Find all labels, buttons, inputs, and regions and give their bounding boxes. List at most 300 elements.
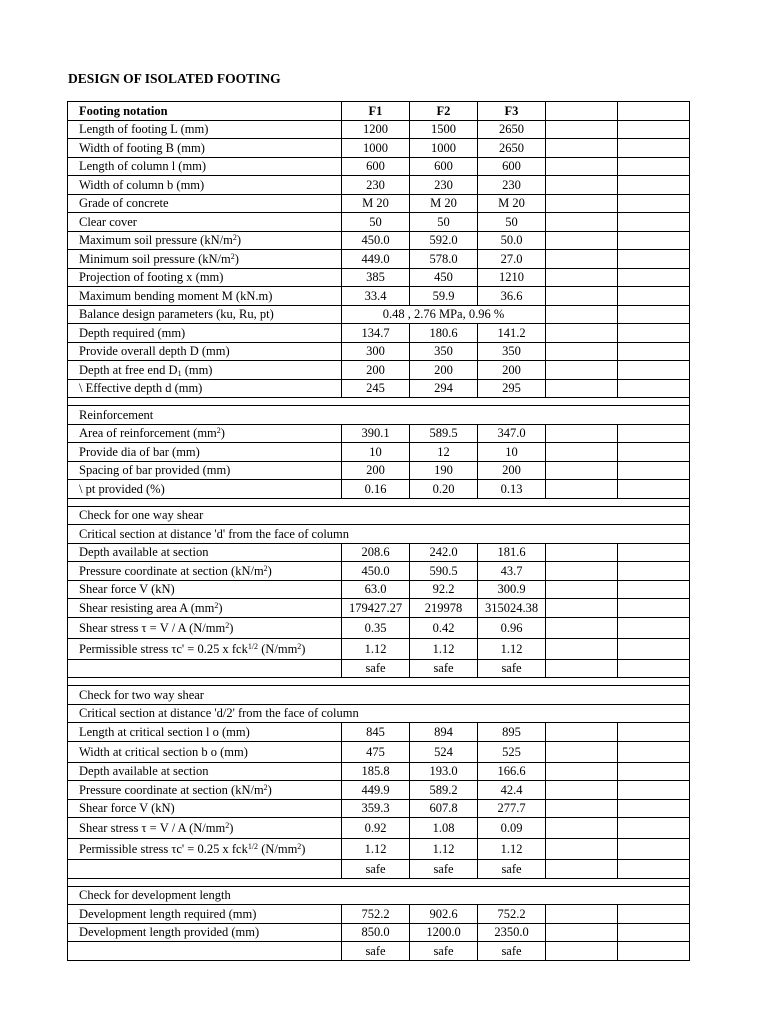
section-heading (68, 506, 690, 525)
empty-cell (618, 461, 690, 480)
value-cell: 449.0 (342, 250, 410, 269)
empty-cell (68, 860, 342, 879)
value-cell: 475 (342, 741, 410, 762)
label-text: Minimum soil pressure (kN/m (79, 251, 231, 266)
row-label (68, 194, 342, 213)
value-cell: 200 (342, 361, 410, 380)
value-cell: 295 (478, 379, 546, 398)
label-tail: ) (267, 563, 272, 578)
empty-cell (546, 250, 618, 269)
balance-row (68, 305, 690, 324)
value-cell: 0.16 (342, 480, 410, 499)
value-cell: 1.12 (478, 638, 546, 659)
value-cell: M 20 (342, 194, 410, 213)
table-row (68, 139, 690, 158)
empty-cell (546, 194, 618, 213)
label-text: Provide dia of bar (mm) (79, 444, 200, 459)
empty-cell (546, 638, 618, 659)
label-text: Length of column l (mm) (79, 159, 207, 174)
value-cell: M 20 (410, 194, 478, 213)
label-tail: (N/mm (258, 641, 298, 656)
label-superscript: 2 (297, 842, 302, 851)
empty-cell (618, 599, 690, 618)
label-text: Shear force V (kN) (79, 582, 175, 597)
empty-cell (618, 799, 690, 818)
label-superscript: 2 (297, 641, 302, 651)
label-text: Grade of concrete (79, 196, 169, 211)
table-row (68, 839, 690, 860)
row-label (68, 799, 342, 818)
label-tail: (mm) (181, 362, 213, 377)
value-cell: 1000 (410, 139, 478, 158)
label-text: Development length provided (mm) (79, 925, 260, 940)
value-cell: 1.12 (478, 839, 546, 860)
empty-cell (546, 424, 618, 443)
empty-cell (546, 799, 618, 818)
empty-cell (618, 424, 690, 443)
table-row (68, 599, 690, 618)
value-cell: 2650 (478, 139, 546, 158)
page-title: DESIGN OF ISOLATED FOOTING (68, 71, 281, 86)
label-tail: ) (218, 600, 223, 615)
empty-cell (618, 120, 690, 139)
empty-cell (546, 580, 618, 599)
label-text: Provide overall depth D (mm) (79, 344, 230, 359)
empty-cell (546, 379, 618, 398)
empty-cell (546, 443, 618, 462)
section-text: Check for two way shear (68, 686, 690, 705)
value-cell: 10 (342, 443, 410, 462)
label-text: Depth at free end D (79, 362, 178, 377)
label-superscript: 2 (214, 600, 219, 610)
row-label (68, 543, 342, 562)
row-label (68, 231, 342, 250)
section-heading (68, 686, 690, 705)
value-cell: 36.6 (478, 287, 546, 306)
result-cell: safe (410, 942, 478, 961)
empty-cell (618, 942, 690, 961)
value-cell: 347.0 (478, 424, 546, 443)
table-row (68, 424, 690, 443)
table-row (68, 741, 690, 762)
empty-cell (546, 324, 618, 343)
table-row (68, 461, 690, 480)
label-text: Projection of footing x (mm) (79, 270, 224, 285)
value-cell: 300 (342, 342, 410, 361)
label-text: Pressure coordinate at section (kN/m (79, 782, 264, 797)
result-cell: safe (410, 659, 478, 678)
row-label (68, 342, 342, 361)
empty-cell (618, 443, 690, 462)
value-cell: 1.12 (342, 839, 410, 860)
value-cell: 359.3 (342, 799, 410, 818)
value-cell: 200 (410, 361, 478, 380)
table-row (68, 361, 690, 380)
row-label (68, 923, 342, 942)
value-cell: 524 (410, 741, 478, 762)
result-cell: safe (342, 942, 410, 961)
table-row (68, 213, 690, 232)
empty-cell (546, 599, 618, 618)
empty-cell (546, 176, 618, 195)
value-cell: 1.08 (410, 818, 478, 839)
value-cell: 134.7 (342, 324, 410, 343)
label-text: Depth available at section (79, 764, 209, 779)
value-cell: 590.5 (410, 562, 478, 581)
empty-cell (546, 659, 618, 678)
table-row (68, 250, 690, 269)
table-row (68, 799, 690, 818)
label-text: Development length required (mm) (79, 906, 257, 921)
row-label: Balance design parameters (ku, Ru, pt) (68, 305, 342, 324)
result-cell: safe (478, 860, 546, 879)
table-row (68, 324, 690, 343)
table-row (68, 923, 690, 942)
empty-cell (618, 287, 690, 306)
label-text: Length of footing L (mm) (79, 122, 209, 137)
empty-cell (618, 543, 690, 562)
critical-section-note (68, 525, 690, 544)
section-text: Critical section at distance 'd' from the face of column (68, 525, 690, 544)
label-superscript: 2 (263, 782, 268, 792)
empty-cell (618, 176, 690, 195)
label-superscript: 1/2 (247, 842, 259, 851)
value-cell: 450.0 (342, 231, 410, 250)
row-label (68, 268, 342, 287)
value-cell: 50 (478, 213, 546, 232)
empty-cell (618, 324, 690, 343)
empty-cell (546, 781, 618, 800)
empty-cell (546, 617, 618, 638)
table-row (68, 176, 690, 195)
label-text: Permissible stress τc' = 0.25 x fck (79, 641, 248, 656)
value-cell: 0.20 (410, 480, 478, 499)
value-cell: 27.0 (478, 250, 546, 269)
value-cell: 350 (410, 342, 478, 361)
table-row (68, 157, 690, 176)
spacer-cell (68, 498, 690, 506)
empty-cell (618, 562, 690, 581)
row-label (68, 723, 342, 742)
label-text: Maximum bending moment M (kN.m) (79, 288, 273, 303)
footing-design-table (67, 101, 690, 961)
label-superscript: 2 (225, 821, 230, 830)
table-row (68, 781, 690, 800)
empty-cell (618, 723, 690, 742)
row-label (68, 617, 342, 638)
empty-cell (546, 723, 618, 742)
label-superscript: 2 (225, 620, 230, 630)
empty-cell (546, 120, 618, 139)
value-cell: 1200.0 (410, 923, 478, 942)
label-text: Depth available at section (79, 545, 209, 560)
empty-cell (546, 762, 618, 781)
empty-cell (618, 781, 690, 800)
label-text: Shear stress τ = V / A (N/mm (79, 620, 226, 635)
row-label (68, 781, 342, 800)
value-cell: 600 (478, 157, 546, 176)
value-cell: 277.7 (478, 799, 546, 818)
value-cell: 179427.27 (342, 599, 410, 618)
table-row (68, 617, 690, 638)
value-cell: 895 (478, 723, 546, 742)
value-cell: 902.6 (410, 905, 478, 924)
result-cell: safe (342, 860, 410, 879)
label-tail: ) (234, 251, 239, 266)
section-text: Check for development length (68, 886, 690, 905)
row-label (68, 157, 342, 176)
value-cell: 450 (410, 268, 478, 287)
row-label (68, 905, 342, 924)
value-cell: 390.1 (342, 424, 410, 443)
empty-cell (618, 860, 690, 879)
label-text: Length at critical section l o (mm) (79, 724, 250, 739)
value-cell: 350 (478, 342, 546, 361)
value-cell: 50 (410, 213, 478, 232)
value-cell: 50 (342, 213, 410, 232)
value-cell: 845 (342, 723, 410, 742)
label-text: Shear stress τ = V / A (N/mm (79, 821, 226, 835)
value-cell: 200 (478, 361, 546, 380)
empty-cell (618, 231, 690, 250)
row-label (68, 580, 342, 599)
spacer-row (68, 878, 690, 886)
table-row (68, 580, 690, 599)
value-cell: 385 (342, 268, 410, 287)
value-cell: 190 (410, 461, 478, 480)
empty-cell (618, 157, 690, 176)
empty-cell (618, 361, 690, 380)
value-cell: 230 (478, 176, 546, 195)
table-row (68, 194, 690, 213)
value-cell: 193.0 (410, 762, 478, 781)
label-superscript: 2 (216, 426, 221, 436)
empty-cell (618, 741, 690, 762)
label-text: Width at critical section b o (mm) (79, 744, 248, 759)
row-label (68, 324, 342, 343)
header-col: F3 (478, 102, 546, 121)
empty-cell (546, 461, 618, 480)
row-label (68, 562, 342, 581)
critical-section-note (68, 704, 690, 723)
section-heading (68, 406, 690, 425)
value-cell: 578.0 (410, 250, 478, 269)
empty-cell (618, 762, 690, 781)
empty-cell (546, 287, 618, 306)
empty-cell (68, 942, 342, 961)
value-cell: 166.6 (478, 762, 546, 781)
value-cell: 59.9 (410, 287, 478, 306)
value-cell: 12 (410, 443, 478, 462)
label-superscript: 1/2 (247, 641, 259, 651)
empty-cell (546, 139, 618, 158)
value-cell: 1210 (478, 268, 546, 287)
table-row (68, 231, 690, 250)
empty-cell (618, 194, 690, 213)
row-label (68, 638, 342, 659)
value-cell: 525 (478, 741, 546, 762)
empty-cell (546, 923, 618, 942)
row-label (68, 599, 342, 618)
row-label (68, 176, 342, 195)
row-label (68, 120, 342, 139)
row-label (68, 379, 342, 398)
spacer-row (68, 498, 690, 506)
empty-cell (546, 342, 618, 361)
row-label (68, 839, 342, 860)
section-heading (68, 886, 690, 905)
value-cell: 1.12 (410, 839, 478, 860)
table-row (68, 638, 690, 659)
value-cell: 294 (410, 379, 478, 398)
row-label (68, 213, 342, 232)
row-label (68, 818, 342, 839)
row-label (68, 424, 342, 443)
value-cell: 200 (478, 461, 546, 480)
value-cell: 0.09 (478, 818, 546, 839)
label-tail: ) (220, 426, 225, 441)
empty-cell (618, 250, 690, 269)
empty-cell (546, 361, 618, 380)
table-body (68, 102, 690, 961)
value-cell: 1.12 (410, 638, 478, 659)
label-text: Depth required (mm) (79, 325, 186, 340)
spacer-cell (68, 878, 690, 886)
table-row (68, 480, 690, 499)
value-cell: 1.12 (342, 638, 410, 659)
label-subscript: 1 (177, 368, 182, 378)
label-superscript: 2 (263, 563, 268, 573)
section-text: Critical section at distance 'd/2' from the face of column (68, 704, 690, 723)
row-label (68, 480, 342, 499)
value-cell: 63.0 (342, 580, 410, 599)
label-tail: ) (229, 620, 234, 635)
spacer-cell (68, 678, 690, 686)
value-cell: 43.7 (478, 562, 546, 581)
label-tail: ) (301, 641, 306, 656)
empty-cell (546, 480, 618, 499)
empty-cell (618, 213, 690, 232)
row-label (68, 741, 342, 762)
value-cell: 0.92 (342, 818, 410, 839)
value-cell: 10 (478, 443, 546, 462)
value-cell: 141.2 (478, 324, 546, 343)
result-cell: safe (410, 860, 478, 879)
value-cell: 219978 (410, 599, 478, 618)
label-text: \ Effective depth d (mm) (79, 381, 203, 396)
table-row (68, 443, 690, 462)
empty-cell (68, 659, 342, 678)
empty-cell (546, 543, 618, 562)
value-cell: 33.4 (342, 287, 410, 306)
value-cell: 180.6 (410, 324, 478, 343)
row-label (68, 250, 342, 269)
value-cell: 600 (342, 157, 410, 176)
empty-cell (546, 305, 618, 324)
empty-cell (618, 268, 690, 287)
header-col (618, 102, 690, 121)
value-cell: 592.0 (410, 231, 478, 250)
empty-cell (618, 818, 690, 839)
label-text: Maximum soil pressure (kN/m (79, 233, 233, 248)
empty-cell (618, 342, 690, 361)
empty-cell (546, 231, 618, 250)
empty-cell (546, 839, 618, 860)
empty-cell (546, 818, 618, 839)
value-cell: 300.9 (478, 580, 546, 599)
row-label (68, 287, 342, 306)
empty-cell (546, 942, 618, 961)
value-cell: 92.2 (410, 580, 478, 599)
label-text: Area of reinforcement (mm (79, 426, 217, 441)
value-cell: 607.8 (410, 799, 478, 818)
table-row (68, 287, 690, 306)
table-row (68, 268, 690, 287)
value-cell: 181.6 (478, 543, 546, 562)
result-cell: safe (478, 659, 546, 678)
result-cell: safe (478, 942, 546, 961)
value-cell: 752.2 (342, 905, 410, 924)
empty-cell (618, 305, 690, 324)
empty-cell (618, 659, 690, 678)
section-text: Check for one way shear (68, 506, 690, 525)
value-cell: 2650 (478, 120, 546, 139)
value-cell: 242.0 (410, 543, 478, 562)
result-cell: safe (342, 659, 410, 678)
value-cell: 0.13 (478, 480, 546, 499)
value-cell: 315024.38 (478, 599, 546, 618)
label-text: Shear resisting area A (mm (79, 600, 215, 615)
value-cell: 752.2 (478, 905, 546, 924)
value-cell: 589.2 (410, 781, 478, 800)
result-row (68, 860, 690, 879)
table-row (68, 120, 690, 139)
result-row (68, 942, 690, 961)
value-cell: 0.42 (410, 617, 478, 638)
row-label (68, 443, 342, 462)
value-cell: 449.9 (342, 781, 410, 800)
balance-value: 0.48 , 2.76 MPa, 0.96 % (342, 305, 546, 324)
header-row (68, 102, 690, 121)
empty-cell (546, 860, 618, 879)
table-row (68, 905, 690, 924)
row-label (68, 461, 342, 480)
table-row (68, 562, 690, 581)
value-cell: 185.8 (342, 762, 410, 781)
table-row (68, 762, 690, 781)
table-row (68, 543, 690, 562)
empty-cell (546, 741, 618, 762)
value-cell: 245 (342, 379, 410, 398)
section-text: Reinforcement (68, 406, 690, 425)
empty-cell (546, 268, 618, 287)
label-text: Clear cover (79, 214, 137, 229)
empty-cell (618, 638, 690, 659)
value-cell: 450.0 (342, 562, 410, 581)
value-cell: 230 (342, 176, 410, 195)
empty-cell (546, 562, 618, 581)
label-text: Spacing of bar provided (mm) (79, 463, 231, 478)
header-label: Footing notation (68, 102, 342, 121)
value-cell: 200 (342, 461, 410, 480)
value-cell: 208.6 (342, 543, 410, 562)
table-row (68, 818, 690, 839)
label-tail: ) (236, 233, 241, 248)
empty-cell (618, 580, 690, 599)
value-cell: 50.0 (478, 231, 546, 250)
value-cell: 850.0 (342, 923, 410, 942)
header-col (546, 102, 618, 121)
